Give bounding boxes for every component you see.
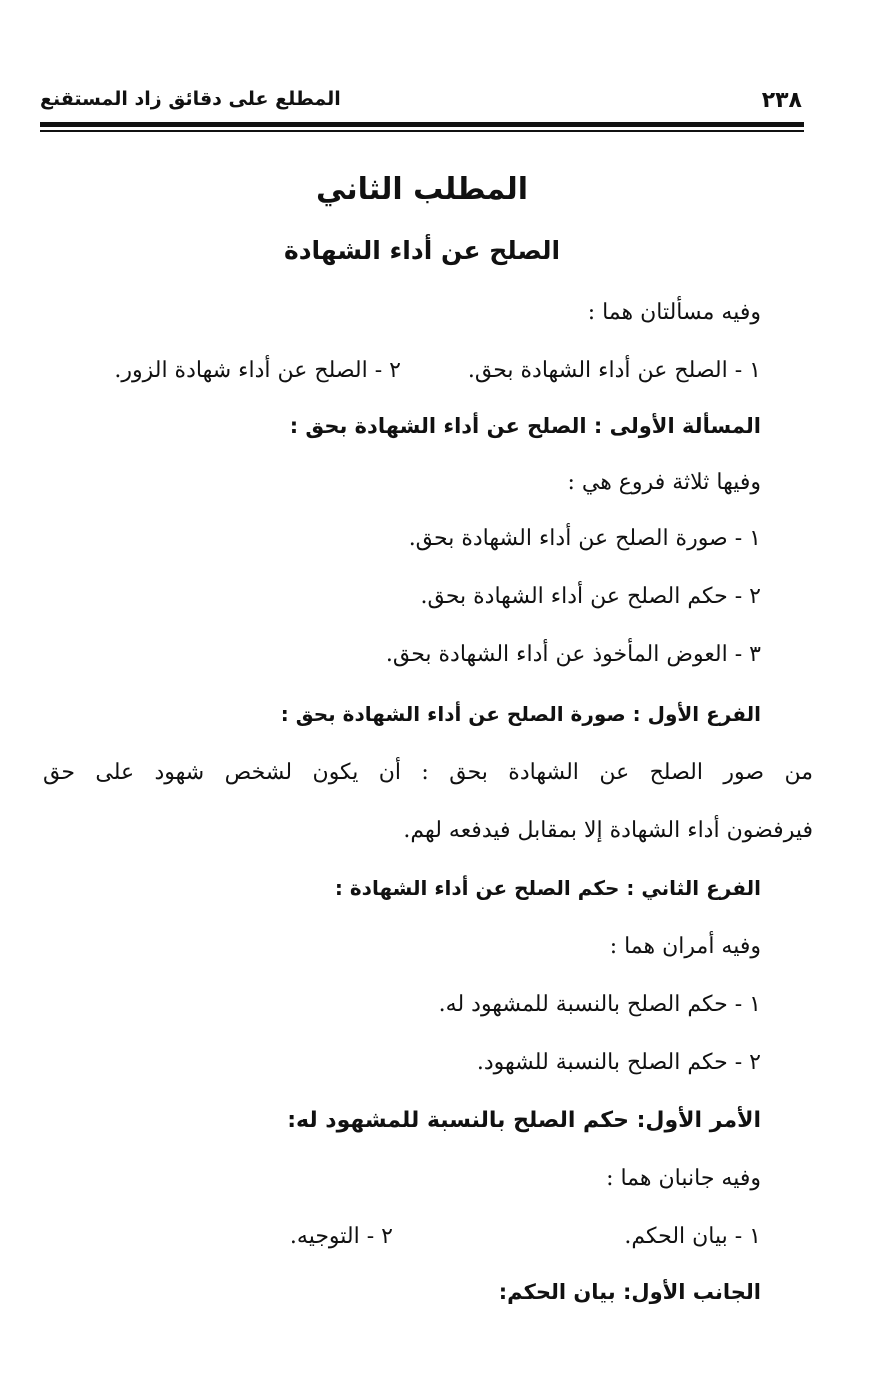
issue-item-1: ١ - الصلح عن أداء الشهادة بحق. [467,358,761,383]
section-title: المطلب الثاني [315,172,528,207]
header-rule-thin [40,130,804,132]
branch-two-intro: وفيه أمران هما : [609,934,761,959]
matter-list-item: ٢ - حكم الصلح بالنسبة للشهود. [476,1050,761,1075]
side-one-heading: الجانب الأول: بيان الحكم: [498,1280,761,1304]
page-number: ٢٣٨ [761,88,802,113]
issue-one-heading: المسألة الأولى : الصلح عن أداء الشهادة بحق : [289,414,761,438]
branch-one-heading: الفرع الأول : صورة الصلح عن أداء الشهادة بحق : [280,702,761,726]
matter-one-intro: وفيه جانبان هما : [606,1166,761,1191]
branch-list-item: ٣ - العوض المأخوذ عن أداء الشهادة بحق. [385,642,761,667]
branch-list-item: ٢ - حكم الصلح عن أداء الشهادة بحق. [420,584,761,609]
matter-list-item: ١ - حكم الصلح بالنسبة للمشهود له. [438,992,761,1017]
side-item-2: ٢ - التوجيه. [289,1224,393,1249]
branch-one-paragraph-line-2: فيرفضون أداء الشهادة إلا بمقابل فيدفعه لهم. [403,818,813,843]
section-subtitle: الصلح عن أداء الشهادة [283,236,561,265]
intro-text: وفيه مسألتان هما : [587,300,761,325]
branch-list-item: ١ - صورة الصلح عن أداء الشهادة بحق. [408,526,761,551]
branch-two-heading: الفرع الثاني : حكم الصلح عن أداء الشهادة : [334,876,761,900]
running-title: المطلع على دقائق زاد المستقنع [40,88,341,110]
issue-item-2: ٢ - الصلح عن أداء شهادة الزور. [114,358,401,383]
side-item-1: ١ - بيان الحكم. [624,1224,761,1249]
issue-one-intro: وفيها ثلاثة فروع هي : [567,470,761,495]
header-rule-thick [40,122,804,127]
matter-one-heading: الأمر الأول: حكم الصلح بالنسبة للمشهود له: [287,1108,761,1133]
branch-one-paragraph-line-1: من صور الصلح عن الشهادة بحق : أن يكون لشخص شهود على حق [43,760,813,785]
page-header [40,88,804,118]
